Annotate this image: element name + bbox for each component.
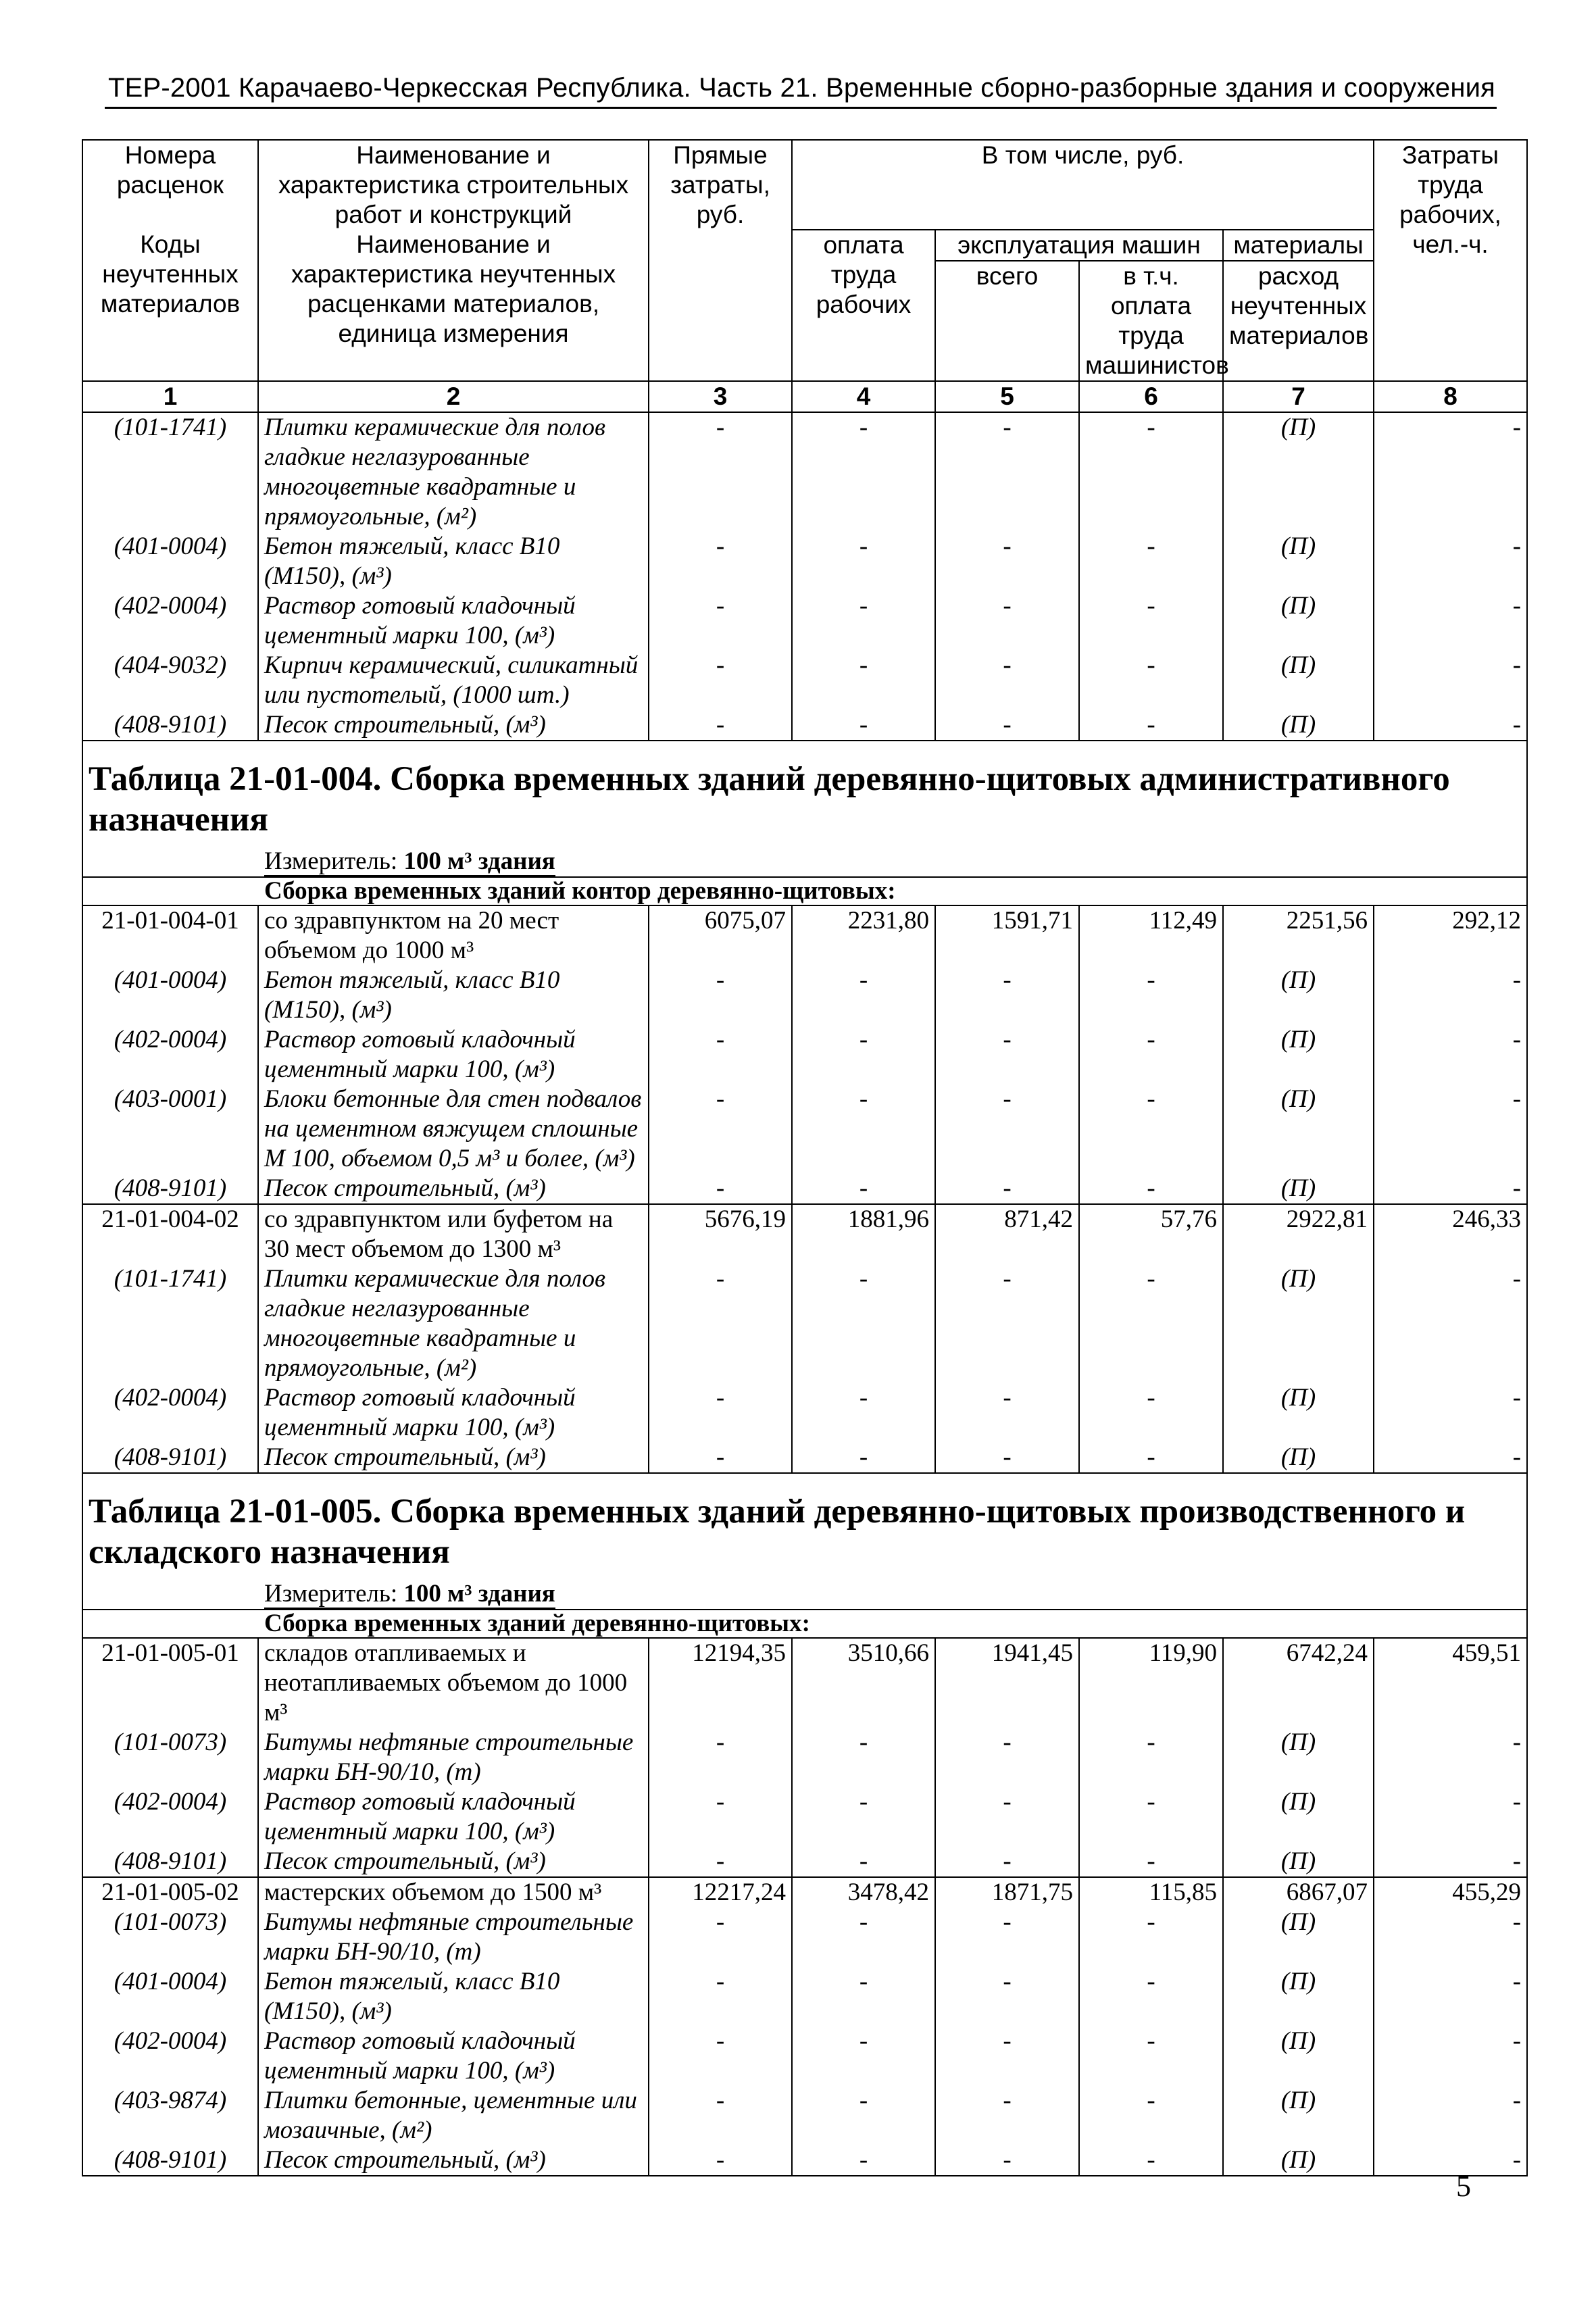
cell-value: - [935, 2145, 1079, 2176]
column-number: 3 [649, 381, 792, 412]
cell-value: - [792, 532, 935, 591]
material-name: Битумы нефтяные строительные марки БН-90/10, (т) [258, 1908, 649, 1967]
material-name: Песок строительный, (м³) [258, 1443, 649, 1473]
cell-value: (П) [1223, 966, 1374, 1025]
rate-row [82, 1204, 1527, 1264]
cell-value: - [792, 1383, 935, 1443]
cell-value: - [935, 1443, 1079, 1473]
materials-cost: 6867,07 [1223, 1877, 1374, 1908]
cell-value: - [649, 1025, 792, 1085]
table-004-section-row [82, 877, 1527, 905]
wage: 2231,80 [792, 905, 935, 966]
cell-value: - [792, 2086, 935, 2145]
machines-total: 1591,71 [935, 905, 1079, 966]
cell-value: - [792, 2026, 935, 2086]
cell-value: - [1079, 966, 1223, 1025]
column-numbers-row [82, 381, 1527, 412]
table-005-title-row [82, 1473, 1527, 1575]
cell-value: (П) [1223, 532, 1374, 591]
cell-value: - [1079, 591, 1223, 651]
material-name: Раствор готовый кладочный цементный марки 100, (м³) [258, 2026, 649, 2086]
col-header-material-codes: Коды неучтенных материалов [82, 230, 258, 381]
rate-code: 21-01-004-02 [82, 1204, 258, 1264]
header-row-1 [82, 140, 1527, 230]
cell-value: (П) [1223, 591, 1374, 651]
rate-row [82, 1638, 1527, 1728]
cell-value: - [1374, 1787, 1527, 1847]
cell-value: - [649, 532, 792, 591]
cell-value: - [1374, 651, 1527, 710]
machines-total: 1871,75 [935, 1877, 1079, 1908]
cell-value: (П) [1223, 1443, 1374, 1473]
material-code: (403-9874) [82, 2086, 258, 2145]
cell-value: (П) [1223, 1174, 1374, 1204]
cell-value: - [1374, 1174, 1527, 1204]
table-004-meter: Измеритель: 100 м³ здания [264, 847, 555, 875]
rate-name: мастерских объемом до 1500 м³ [258, 1877, 649, 1908]
direct-costs: 5676,19 [649, 1204, 792, 1264]
cell-value: - [935, 532, 1079, 591]
machines-total: 1941,45 [935, 1638, 1079, 1728]
material-name: Плитки керамические для полов гладкие неглазурованные многоцветные квадратные и прямоугольные, (м²) [258, 1264, 649, 1383]
cell-value: (П) [1223, 1787, 1374, 1847]
materials-cost: 2922,81 [1223, 1204, 1374, 1264]
cell-value: - [1374, 2086, 1527, 2145]
material-name: Раствор готовый кладочный цементный марки 100, (м³) [258, 1025, 649, 1085]
materials-cost: 6742,24 [1223, 1638, 1374, 1728]
table-004-meter-row [82, 843, 1527, 877]
cell-value: - [1079, 1174, 1223, 1204]
cell-value: - [649, 651, 792, 710]
cell-value: (П) [1223, 1847, 1374, 1877]
material-name: Плитки керамические для полов гладкие неглазурованные многоцветные квадратные и прямоугольные, (м²) [258, 412, 649, 532]
cell-value: - [1374, 1728, 1527, 1787]
cell-value: - [935, 651, 1079, 710]
material-row [82, 966, 1527, 1025]
cell-value: - [935, 1264, 1079, 1383]
cell-value: - [792, 1787, 935, 1847]
cell-value: - [935, 1383, 1079, 1443]
material-row [82, 651, 1527, 710]
cell-value: - [1079, 1025, 1223, 1085]
cell-value: - [935, 1728, 1079, 1787]
cell-value: (П) [1223, 1025, 1374, 1085]
material-code: (408-9101) [82, 1443, 258, 1473]
cell-value: - [1079, 2086, 1223, 2145]
table-005-meter: Измеритель: 100 м³ здания [264, 1580, 555, 1608]
cell-value: - [649, 2026, 792, 2086]
cell-value: - [935, 966, 1079, 1025]
material-name: Битумы нефтяные строительные марки БН-90/10, (т) [258, 1728, 649, 1787]
cell-value: - [792, 1443, 935, 1473]
cell-value: - [1374, 1967, 1527, 2026]
cell-value: - [935, 412, 1079, 532]
header-row-2 [82, 230, 1527, 261]
material-name: Кирпич керамический, силикатный или пустотелый, (1000 шт.) [258, 651, 649, 710]
material-row [82, 710, 1527, 741]
cell-value: - [1079, 532, 1223, 591]
cell-value: - [1374, 2026, 1527, 2086]
cell-value: - [935, 2086, 1079, 2145]
wage: 3510,66 [792, 1638, 935, 1728]
cell-value: - [935, 2026, 1079, 2086]
cell-value: - [1374, 532, 1527, 591]
cell-value: - [792, 1728, 935, 1787]
operator-wage: 57,76 [1079, 1204, 1223, 1264]
material-name: Раствор готовый кладочный цементный марки 100, (м³) [258, 1383, 649, 1443]
col-header-machines: эксплуатация машин [935, 230, 1223, 261]
col-header-machines-total: всего [935, 261, 1079, 381]
material-row [82, 1967, 1527, 2026]
rate-name: со здравпунктом или буфетом на 30 мест объемом до 1300 м³ [258, 1204, 649, 1264]
cell-value: (П) [1223, 1967, 1374, 2026]
cell-value: (П) [1223, 651, 1374, 710]
cell-value: - [1374, 2145, 1527, 2176]
rate-name: со здравпунктом на 20 мест объемом до 1000 м³ [258, 905, 649, 966]
material-row [82, 1085, 1527, 1174]
col-header-direct-costs: Прямые затраты, руб. [649, 140, 792, 381]
cell-value: - [1374, 1085, 1527, 1174]
material-name: Плитки бетонные, цементные или мозаичные, (м²) [258, 2086, 649, 2145]
cell-value: - [935, 591, 1079, 651]
cell-value: - [935, 1908, 1079, 1967]
col-header-rate-numbers: Номера расценок [82, 140, 258, 230]
material-name: Раствор готовый кладочный цементный марки 100, (м³) [258, 1787, 649, 1847]
column-number: 1 [82, 381, 258, 412]
material-code: (402-0004) [82, 2026, 258, 2086]
cell-value: - [1079, 1847, 1223, 1877]
material-row [82, 1383, 1527, 1443]
rate-code: 21-01-005-01 [82, 1638, 258, 1728]
cell-value: - [792, 1908, 935, 1967]
cell-value: - [1374, 1443, 1527, 1473]
material-name: Бетон тяжелый, класс В10 (М150), (м³) [258, 966, 649, 1025]
table-005-title: Таблица 21-01-005. Сборка временных зданий деревянно-щитовых производственного и складского назначения [82, 1473, 1527, 1575]
material-row [82, 1728, 1527, 1787]
cell-value: - [1374, 1847, 1527, 1877]
operator-wage: 112,49 [1079, 905, 1223, 966]
material-code: (402-0004) [82, 1383, 258, 1443]
cell-value: - [935, 1174, 1079, 1204]
column-number: 8 [1374, 381, 1527, 412]
column-number: 2 [258, 381, 649, 412]
cell-value: - [1079, 2026, 1223, 2086]
material-name: Раствор готовый кладочный цементный марки 100, (м³) [258, 591, 649, 651]
cell-value: - [649, 412, 792, 532]
cell-value: (П) [1223, 1264, 1374, 1383]
labor-hours: 459,51 [1374, 1638, 1527, 1728]
cell-value: (П) [1223, 2026, 1374, 2086]
cell-value: - [792, 1085, 935, 1174]
cell-value: (П) [1223, 710, 1374, 741]
cell-value: - [1079, 1967, 1223, 2026]
price-table [82, 139, 1528, 2176]
cell-value: - [792, 1025, 935, 1085]
table-005-section-row [82, 1610, 1527, 1638]
direct-costs: 12217,24 [649, 1877, 792, 1908]
cell-value: (П) [1223, 1728, 1374, 1787]
cell-value: (П) [1223, 2086, 1374, 2145]
cell-value: - [935, 710, 1079, 741]
cell-value: - [1374, 591, 1527, 651]
cell-value: - [1374, 412, 1527, 532]
cell-value: - [1079, 1908, 1223, 1967]
rate-name: складов отапливаемых и неотапливаемых объемом до 1000 м³ [258, 1638, 649, 1728]
cell-value: - [649, 591, 792, 651]
header-rule [105, 107, 1497, 109]
material-code: (403-0001) [82, 1085, 258, 1174]
col-header-materials: материалы [1223, 230, 1374, 261]
material-name: Бетон тяжелый, класс В10 (М150), (м³) [258, 1967, 649, 2026]
material-row [82, 1264, 1527, 1383]
cell-value: (П) [1223, 1085, 1374, 1174]
rate-code: 21-01-004-01 [82, 905, 258, 966]
material-code: (402-0004) [82, 591, 258, 651]
cell-value: - [649, 1383, 792, 1443]
material-row [82, 2026, 1527, 2086]
material-name: Песок строительный, (м³) [258, 710, 649, 741]
cell-value: (П) [1223, 1908, 1374, 1967]
cell-value: - [1079, 1443, 1223, 1473]
cell-value: - [935, 1967, 1079, 2026]
cell-value: - [649, 1908, 792, 1967]
rate-row [82, 905, 1527, 966]
column-number: 6 [1079, 381, 1223, 412]
cell-value: - [792, 1847, 935, 1877]
cell-value: - [649, 1174, 792, 1204]
material-code: (404-9032) [82, 651, 258, 710]
table-004-title-row [82, 741, 1527, 843]
material-code: (101-0073) [82, 1728, 258, 1787]
labor-hours: 455,29 [1374, 1877, 1527, 1908]
col-header-labor: Затраты труда рабочих, чел.-ч. [1374, 140, 1527, 381]
material-row [82, 1847, 1527, 1877]
cell-value: (П) [1223, 412, 1374, 532]
material-code: (402-0004) [82, 1025, 258, 1085]
cell-value: - [1079, 412, 1223, 532]
material-code: (408-9101) [82, 710, 258, 741]
material-code: (401-0004) [82, 532, 258, 591]
materials-cost: 2251,56 [1223, 905, 1374, 966]
labor-hours: 292,12 [1374, 905, 1527, 966]
material-code: (401-0004) [82, 966, 258, 1025]
cell-value: - [792, 1174, 935, 1204]
table-004-section: Сборка временных зданий контор деревянно-щитовых: [82, 877, 1527, 905]
cell-value: - [935, 1787, 1079, 1847]
material-row [82, 591, 1527, 651]
material-row [82, 1174, 1527, 1204]
cell-value: (П) [1223, 2145, 1374, 2176]
material-name: Песок строительный, (м³) [258, 2145, 649, 2176]
col-header-wage: оплата труда рабочих [792, 230, 935, 381]
table-005-meter-row [82, 1575, 1527, 1610]
col-header-material-name: Наименование и характеристика неучтенных расценками материалов, единица измерения [258, 230, 649, 381]
cell-value: - [1079, 2145, 1223, 2176]
direct-costs: 12194,35 [649, 1638, 792, 1728]
col-header-unaccounted-materials: расход неучтенных материалов [1223, 261, 1374, 381]
cell-value: - [649, 1264, 792, 1383]
material-code: (408-9101) [82, 1174, 258, 1204]
cell-value: - [1079, 1383, 1223, 1443]
cell-value: (П) [1223, 1383, 1374, 1443]
wage: 3478,42 [792, 1877, 935, 1908]
cell-value: - [792, 2145, 935, 2176]
cell-value: - [649, 2086, 792, 2145]
cell-value: - [1374, 1383, 1527, 1443]
cell-value: - [1079, 1728, 1223, 1787]
material-row [82, 1443, 1527, 1473]
material-code: (101-0073) [82, 1908, 258, 1967]
direct-costs: 6075,07 [649, 905, 792, 966]
cell-value: - [649, 2145, 792, 2176]
page-number: 5 [1456, 2170, 1471, 2203]
page-header: ТЕР-2001 Карачаево-Черкесская Республика. Часть 21. Временные сборно-разборные здания и сооружения [108, 73, 1496, 103]
material-row [82, 412, 1527, 532]
operator-wage: 119,90 [1079, 1638, 1223, 1728]
cell-value: - [649, 1085, 792, 1174]
table-004-title: Таблица 21-01-004. Сборка временных зданий деревянно-щитовых административного назначения [82, 741, 1527, 843]
material-row [82, 1787, 1527, 1847]
cell-value: - [649, 966, 792, 1025]
material-row [82, 1908, 1527, 1967]
material-code: (101-1741) [82, 412, 258, 532]
material-row [82, 2086, 1527, 2145]
cell-value: - [1079, 710, 1223, 741]
cell-value: - [792, 1967, 935, 2026]
column-number: 5 [935, 381, 1079, 412]
material-code: (408-9101) [82, 1847, 258, 1877]
cell-value: - [649, 1787, 792, 1847]
labor-hours: 246,33 [1374, 1204, 1527, 1264]
cell-value: - [792, 651, 935, 710]
cell-value: - [792, 591, 935, 651]
cell-value: - [649, 710, 792, 741]
cell-value: - [649, 1728, 792, 1787]
material-code: (401-0004) [82, 1967, 258, 2026]
cell-value: - [1374, 1264, 1527, 1383]
cell-value: - [935, 1085, 1079, 1174]
cell-value: - [1374, 966, 1527, 1025]
material-name: Бетон тяжелый, класс В10 (М150), (м³) [258, 532, 649, 591]
operator-wage: 115,85 [1079, 1877, 1223, 1908]
table-005-section: Сборка временных зданий деревянно-щитовых: [82, 1610, 1527, 1638]
cell-value: - [649, 1847, 792, 1877]
rate-row [82, 1877, 1527, 1908]
material-row [82, 532, 1527, 591]
rate-code: 21-01-005-02 [82, 1877, 258, 1908]
cell-value: - [1079, 651, 1223, 710]
col-header-including: В том числе, руб. [792, 140, 1374, 230]
cell-value: - [1374, 710, 1527, 741]
material-code: (402-0004) [82, 1787, 258, 1847]
column-number: 7 [1223, 381, 1374, 412]
material-name: Песок строительный, (м³) [258, 1174, 649, 1204]
col-header-work-name: Наименование и характеристика строительных работ и конструкций [258, 140, 649, 230]
column-number: 4 [792, 381, 935, 412]
material-row [82, 1025, 1527, 1085]
material-row [82, 2145, 1527, 2176]
cell-value: - [1079, 1085, 1223, 1174]
machines-total: 871,42 [935, 1204, 1079, 1264]
wage: 1881,96 [792, 1204, 935, 1264]
cell-value: - [792, 412, 935, 532]
material-name: Песок строительный, (м³) [258, 1847, 649, 1877]
cell-value: - [649, 1443, 792, 1473]
col-header-operator-wage: в т.ч. оплата труда машинистов [1079, 261, 1223, 381]
cell-value: - [792, 966, 935, 1025]
material-name: Блоки бетонные для стен подвалов на цементном вяжущем сплошные М 100, объемом 0,5 м³ и более, (м³) [258, 1085, 649, 1174]
cell-value: - [935, 1025, 1079, 1085]
material-code: (101-1741) [82, 1264, 258, 1383]
cell-value: - [935, 1847, 1079, 1877]
cell-value: - [649, 1967, 792, 2026]
cell-value: - [1374, 1025, 1527, 1085]
cell-value: - [792, 1264, 935, 1383]
cell-value: - [792, 710, 935, 741]
cell-value: - [1079, 1264, 1223, 1383]
cell-value: - [1374, 1908, 1527, 1967]
cell-value: - [1079, 1787, 1223, 1847]
material-code: (408-9101) [82, 2145, 258, 2176]
